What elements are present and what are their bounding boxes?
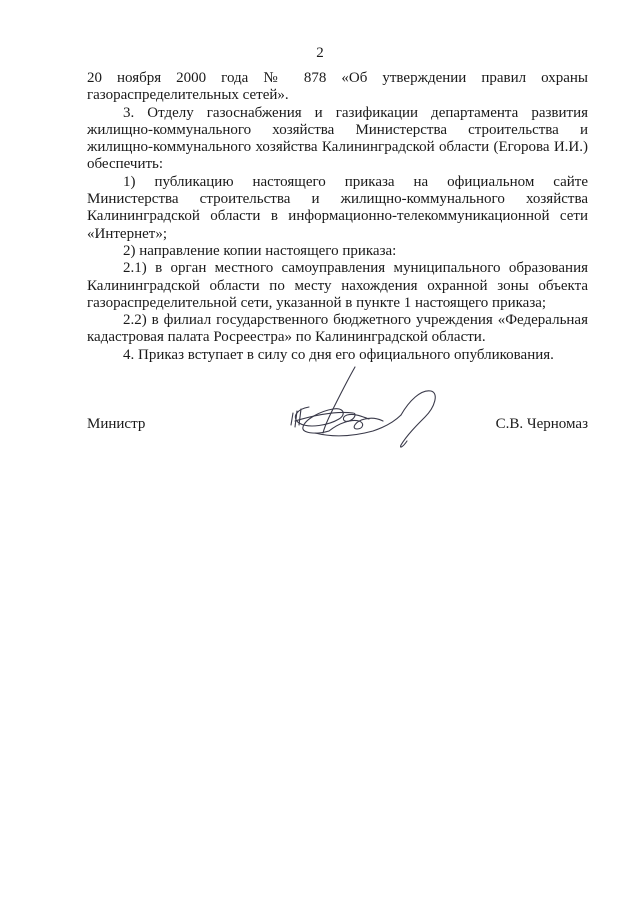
paragraph-subitem-2: 2) направление копии настоящего приказа:	[123, 242, 397, 259]
paragraph-continuation-end: газораспределительных сетей».	[87, 87, 289, 104]
paragraph-subitem-2-2: 2.2) в филиал государственного бюджетного учреждения «Федеральная кадастровая палата Росреестра» по Калининградской области.	[87, 312, 588, 346]
document-body	[87, 70, 588, 364]
paragraph-subitem-2-1: 2.1) в орган местного самоуправления муниципального образования Калининградской области по месту нахождения охранной зоны объекта газораспределительной сети, указанной в пункте 1 настоящего приказа;	[87, 260, 588, 311]
signature-block	[87, 412, 588, 436]
paragraph-item-3: 3. Отделу газоснабжения и газификации департамента развития жилищно-коммунального хозяйства Министерства строительства и жилищно-коммунального хозяйства Калининградской области (Егорова И.И.) обеспечить:	[87, 104, 588, 173]
paragraph-continuation-line: 20 ноября 2000 года № 878 «Об утверждении правил охраны	[87, 70, 588, 86]
handwritten-signature	[285, 363, 445, 453]
paragraph-item-4: 4. Приказ вступает в силу со дня его официального опубликования.	[123, 346, 554, 363]
paragraph-subitem-1: 1) публикацию настоящего приказа на официальном сайте Министерства строительства и жилищно-коммунального хозяйства Калининградской области в информационно-телекоммуникационной сети «Интернет»;	[87, 173, 588, 242]
signatory-position: Министр	[87, 416, 146, 432]
signatory-name: С.В. Черномаз	[495, 416, 588, 432]
page-number: 2	[316, 45, 324, 61]
